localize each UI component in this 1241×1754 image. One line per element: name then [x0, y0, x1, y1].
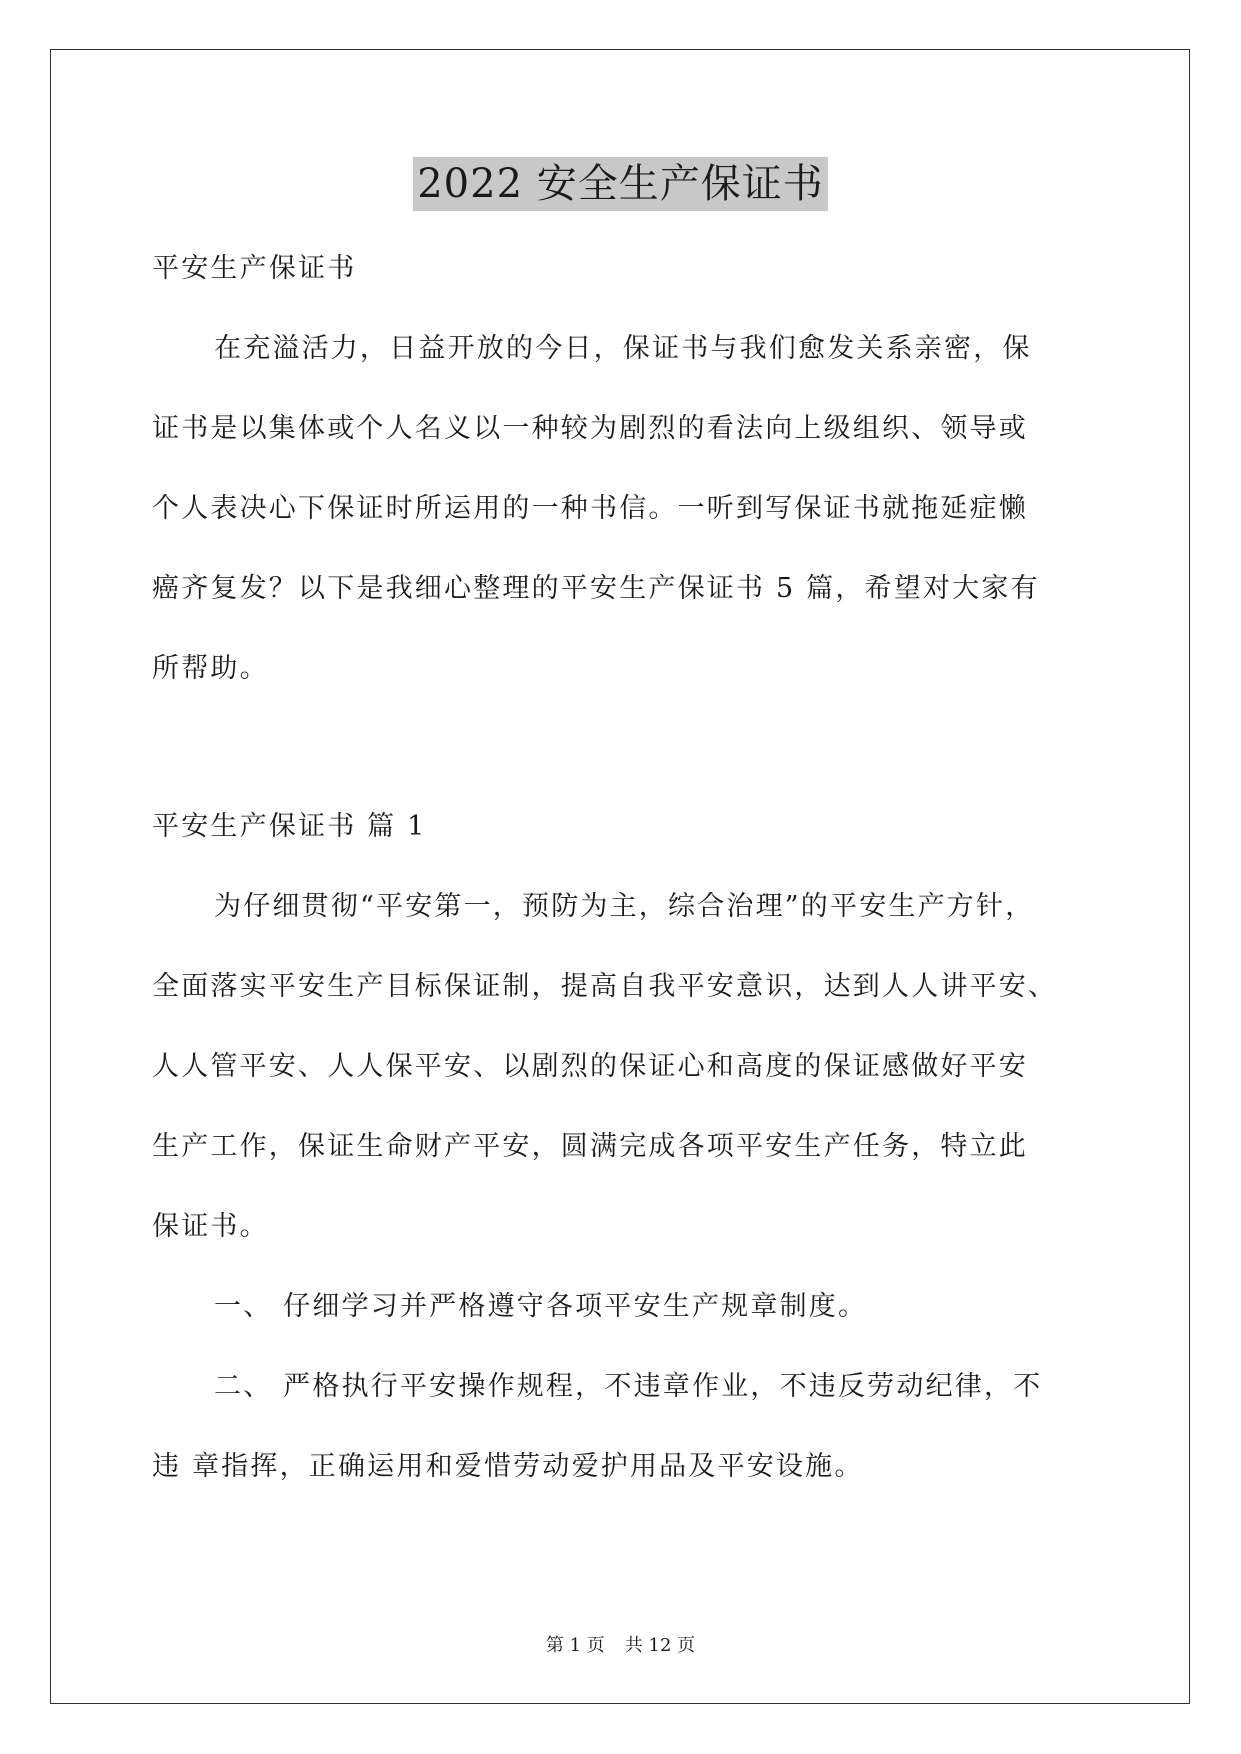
paragraph-line: 违 章指挥，正确运用和爱惜劳动爱护用品及平安设施。 — [152, 1451, 864, 1482]
paragraph-line: 保证书。 — [152, 1211, 269, 1242]
list-item: 一、 仔细学习并严格遵守各项平安生产规章制度。 — [214, 1291, 868, 1322]
paragraph-line: 人人管平安、人人保平安、以剧烈的保证心和高度的保证感做好平安 — [152, 1051, 1028, 1082]
page-number: 第 1 页 — [545, 1635, 605, 1656]
document-title: 2022 安全生产保证书 — [413, 157, 828, 211]
paragraph-line: 个人表决心下保证时所运用的一种书信。一听到写保证书就拖延症懒 — [152, 493, 1028, 524]
paragraph-line: 为仔细贯彻“平安第一，预防为主，综合治理”的平安生产方针， — [214, 891, 1035, 922]
paragraph-line: 全面落实平安生产目标保证制，提高自我平安意识，达到人人讲平安、 — [152, 971, 1058, 1002]
page-footer — [0, 1634, 1241, 1658]
title-wrap — [0, 157, 1241, 211]
paragraph-line: 在充溢活力，日益开放的今日，保证书与我们愈发关系亲密，保 — [214, 333, 1032, 364]
page-total: 共 12 页 — [624, 1635, 696, 1656]
section-heading: 平安生产保证书 篇 1 — [152, 811, 427, 842]
paragraph-line: 生产工作，保证生命财产平安，圆满完成各项平安生产任务，特立此 — [152, 1131, 1028, 1162]
list-item: 二、 严格执行平安操作规程，不违章作业，不违反劳动纪律，不 — [214, 1371, 1043, 1402]
paragraph-line: 所帮助。 — [152, 653, 269, 684]
paragraph-line: 证书是以集体或个人名义以一种较为剧烈的看法向上级组织、领导或 — [152, 413, 1028, 444]
paragraph-line: 癌齐复发？以下是我细心整理的平安生产保证书 5 篇，希望对大家有 — [152, 573, 1040, 604]
body-text-block — [152, 229, 1092, 709]
section-heading: 平安生产保证书 — [152, 253, 357, 284]
body-text-block-2 — [152, 787, 1092, 1507]
